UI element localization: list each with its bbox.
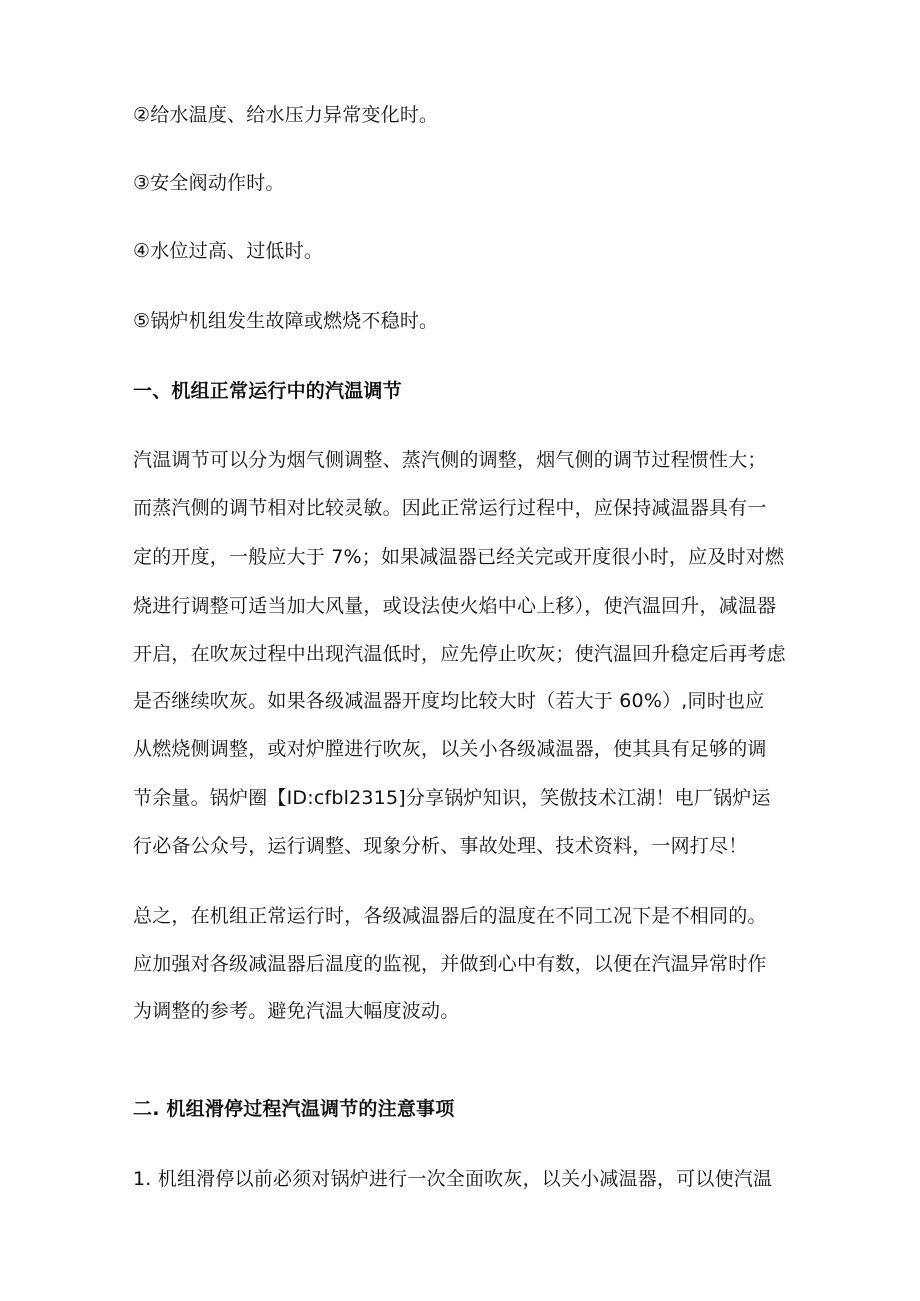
paragraph-line: 烧进行调整可适当加大风量，或设法使火焰中心上移），使汽温回升，减温器 (133, 595, 777, 617)
list-item: ④水位过高、过低时。 (133, 240, 324, 262)
paragraph-line: 应加强对各级减温器后温度的监视，并做到心中有数，以便在汽温异常时作 (133, 953, 767, 975)
paragraph-line: 1. 机组滑停以前必须对锅炉进行一次全面吹灰，以关小减温器，可以使汽温 (133, 1168, 773, 1190)
section-heading: 二. 机组滑停过程汽温调节的注意事项 (133, 1098, 455, 1120)
paragraph-line: 为调整的参考。避免汽温大幅度波动。 (133, 1000, 460, 1022)
paragraph-line: 而蒸汽侧的调节相对比较灵敏。因此正常运行过程中，应保持减温器具有一 (133, 497, 767, 519)
paragraph-line: 行必备公众号，运行调整、现象分析、事故处理、技术资料，一网打尽！ (133, 835, 748, 857)
list-item: ⑤锅炉机组发生故障或燃烧不稳时。 (133, 310, 439, 332)
paragraph-line: 从燃烧侧调整，或对炉膛进行吹灰，以关小各级减温器，使其具有足够的调 (133, 738, 767, 760)
paragraph-line: 开启，在吹灰过程中出现汽温低时，应先停止吹灰；使汽温回升稳定后再考虑 (133, 643, 786, 665)
section-heading: 一、机组正常运行中的汽温调节 (133, 380, 402, 402)
list-item: ③安全阀动作时。 (133, 172, 285, 194)
paragraph-line: 定的开度，一般应大于 7%；如果减温器已经关完或开度很小时，应及时对燃 (133, 546, 785, 568)
paragraph-line: 汽温调节可以分为烟气侧调整、蒸汽侧的调整，烟气侧的调节过程惯性大； (133, 449, 767, 471)
paragraph-line: 节余量。锅炉圈【ID:cfbl2315]分享锅炉知识，笑傲技术江湖！电厂锅炉运 (133, 787, 771, 809)
paragraph-line: 是否继续吹灰。如果各级减温器开度均比较大时（若大于 60%）,同时也应 (133, 690, 765, 712)
list-item: ②给水温度、给水压力异常变化时。 (133, 104, 439, 126)
paragraph-line: 总之，在机组正常运行时，各级减温器后的温度在不同工况下是不相同的。 (133, 905, 767, 927)
